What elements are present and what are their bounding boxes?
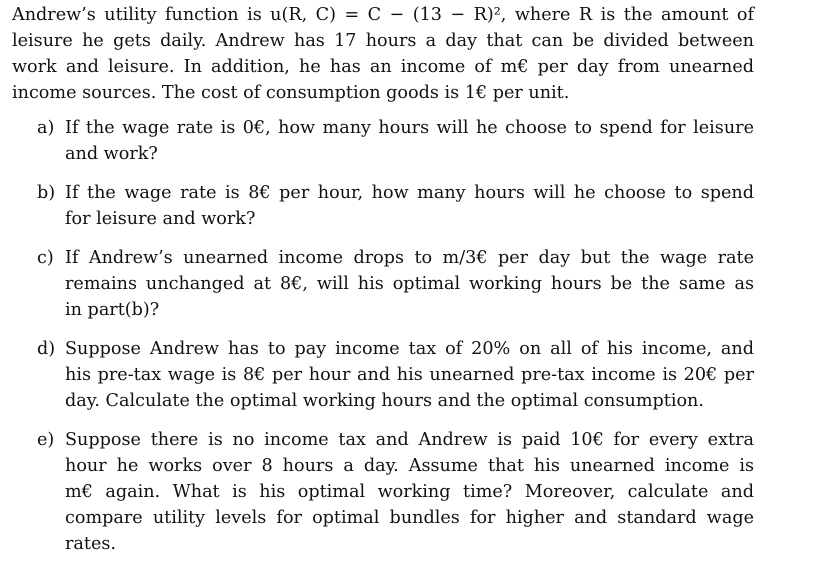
intro-line: income sources. The cost of consumption goods is 1€ per unit.: [12, 83, 570, 103]
question-label: a): [37, 118, 55, 138]
intro-line: Andrew’s utility function is u(R, C) = C − (13 − R)², where R is the amount of: [12, 5, 754, 25]
intro-paragraph: [12, 0, 754, 106]
question-line: compare utility levels for optimal bundles for higher and standard wage: [65, 508, 754, 528]
question-label: e): [37, 430, 55, 450]
question-line: and work?: [65, 144, 158, 164]
question-label: d): [37, 339, 56, 359]
question-line: for leisure and work?: [65, 209, 256, 229]
question-line: m€ again. What is his optimal working time? Moreover, calculate and: [65, 482, 754, 502]
question-line: his pre-tax wage is 8€ per hour and his unearned pre-tax income is 20€ per: [65, 365, 754, 385]
question-line: day. Calculate the optimal working hours and the optimal consumption.: [65, 391, 704, 411]
question-line: Suppose Andrew has to pay income tax of 20% on all of his income, and: [65, 339, 754, 359]
question-line: Suppose there is no income tax and Andrew is paid 10€ for every extra: [65, 430, 754, 450]
question-c: [12, 245, 754, 323]
question-line: If the wage rate is 0€, how many hours will he choose to spend for leisure: [65, 118, 754, 138]
question-label: c): [37, 248, 54, 268]
question-e: [12, 427, 754, 557]
question-line: hour he works over 8 hours a day. Assume that his unearned income is: [65, 456, 754, 476]
question-label: b): [37, 183, 56, 203]
question-line: If Andrew’s unearned income drops to m/3€ per day but the wage rate: [65, 248, 754, 268]
question-line: in part(b)?: [65, 300, 160, 320]
question-line: If the wage rate is 8€ per hour, how many hours will he choose to spend: [65, 183, 754, 203]
question-line: rates.: [65, 534, 117, 554]
intro-line: leisure he gets daily. Andrew has 17 hours a day that can be divided between: [12, 31, 754, 51]
document-page: [12, 0, 812, 557]
question-line: remains unchanged at 8€, will his optimal working hours be the same as: [65, 274, 754, 294]
intro-line: work and leisure. In addition, he has an income of m€ per day from unearned: [12, 57, 754, 77]
question-b: [12, 180, 754, 232]
question-d: [12, 336, 754, 414]
question-a: [12, 115, 754, 167]
